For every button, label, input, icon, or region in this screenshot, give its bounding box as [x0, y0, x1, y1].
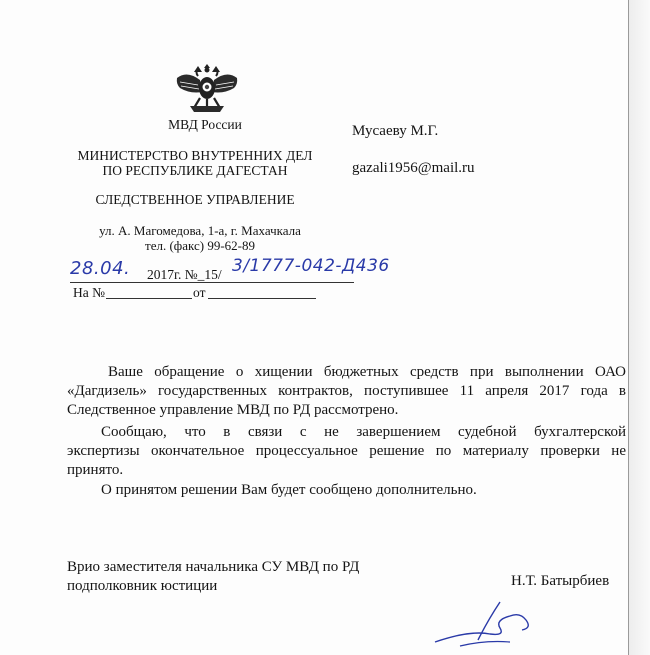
page-margin-shadow [629, 0, 650, 655]
paragraph-3 [67, 481, 626, 500]
paragraph-2 [67, 423, 626, 480]
paragraph-line: О принятом решении Вам будет сообщено дополнительно. [101, 482, 477, 498]
reply-from-label: от [193, 285, 206, 300]
paragraph-line: Ваше обращение о хищении бюджетных средств при выполнении ОАО [108, 364, 626, 380]
paragraph-1 [67, 363, 626, 420]
ministry-line-1: МИНИСТЕРСТВО ВНУТРЕННИХ ДЕЛ [77, 148, 313, 163]
address-line: ул. А. Магомедова, 1-а, г. Махачкала [99, 223, 301, 238]
handwritten-number: 3/1777-042-Д436 [232, 256, 390, 276]
outgoing-number-label: 2017г. №_15/ [147, 267, 222, 282]
paragraph-line: принято. [67, 462, 124, 478]
double-headed-eagle-emblem-icon [172, 58, 242, 118]
org-short-name: МВД России [168, 117, 242, 132]
handwritten-date: 28.04. [70, 258, 131, 279]
reply-to-line [106, 298, 192, 299]
signer-position-line-2: подполковник юстиции [67, 578, 218, 594]
handwritten-signature-icon [430, 590, 540, 650]
paragraph-line: Следственное управление МВД по РД рассмотрено. [67, 402, 399, 418]
paragraph-line: Сообщаю, что в связи с не завершением судебной бухгалтерской [101, 424, 626, 440]
phone-line: тел. (факс) 99-62-89 [145, 238, 255, 253]
recipient-email: gazali1956@mail.ru [352, 160, 475, 176]
signer-name: Н.Т. Батырбиев [511, 573, 610, 589]
paragraph-line: экспертизы окончательное процессуальное решение по материалу проверки не [67, 443, 626, 459]
ministry-line-2: ПО РЕСПУБЛИКЕ ДАГЕСТАН [102, 163, 288, 178]
reference-underline [70, 282, 354, 283]
paragraph-line: «Дагдизель» государственных контрактов, поступившее 11 апреля 2017 года в [67, 383, 626, 399]
recipient-name: Мусаеву М.Г. [352, 123, 439, 139]
reply-from-line [208, 298, 316, 299]
signer-position-line-1: Врио заместителя начальника СУ МВД по РД [67, 559, 360, 575]
department-name: СЛЕДСТВЕННОЕ УПРАВЛЕНИЕ [95, 192, 295, 207]
reply-to-label: На № [73, 285, 105, 300]
